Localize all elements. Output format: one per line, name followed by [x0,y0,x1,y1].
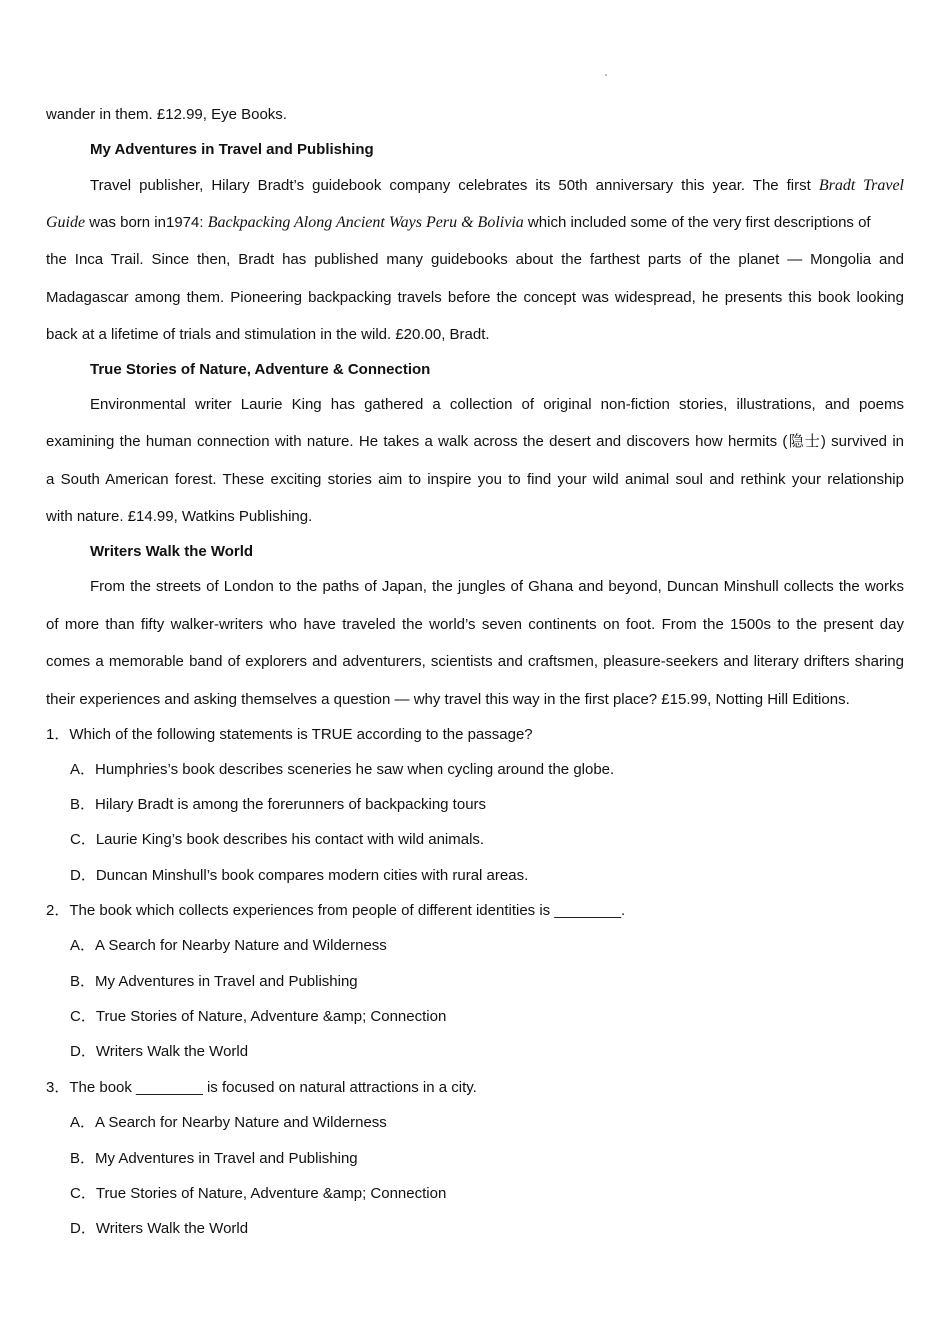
question-2-stem: 2．The book which collects experiences from people of different identities is ________. [46,902,626,919]
book2-line1 [46,176,904,196]
book3-title: True Stories of Nature, Adventure & Connection [90,361,431,378]
question-3-stem: 3．The book ________ is focused on natural attractions in a city. [46,1079,477,1096]
question-2-option-b: B．My Adventures in Travel and Publishing [70,973,358,990]
book2-line2-mid: was born in1974: [85,214,208,231]
book2-line5: back at a lifetime of trials and stimulation in the wild. £20.00, Bradt. [46,326,490,343]
question-3-option-d: D．Writers Walk the World [70,1220,249,1237]
book3-line2-a: examining the human connection with nature. He takes a walk across the desert and discovers how hermits ( [46,433,788,450]
question-1-option-a: A．Humphries’s book describes sceneries he saw when cycling around the globe. [70,761,615,778]
book3-line2 [46,432,904,452]
book2-line2 [46,213,904,233]
book2-line4: Madagascar among them. Pioneering backpacking travels before the concept was widespread, he presents this book looking [46,289,904,306]
book3-line1: Environmental writer Laurie King has gathered a collection of original non-fiction stories, illustrations, and poems [90,396,904,413]
question-2-option-d: D．Writers Walk the World [70,1043,249,1060]
book3-line2-cjk: 隐士 [787,434,821,450]
book4-line3: comes a memorable band of explorers and adventurers, scientists and craftsmen, pleasure-seekers and literary drifters sharing [46,653,904,670]
book3-line3: a South American forest. These exciting stories aim to inspire you to find your wild animal soul and rethink your relationship [46,471,904,488]
question-1-stem: 1．Which of the following statements is TRUE according to the passage? [46,726,533,743]
question-3-option-c: C．True Stories of Nature, Adventure &amp; Connection [70,1185,447,1202]
book3-line4: with nature. £14.99, Watkins Publishing. [46,508,313,525]
header-dot [605,74,607,76]
book4-line4: their experiences and asking themselves a question — why travel this way in the first place? £15.99, Notting Hill Editions. [46,691,850,708]
question-1-option-b: B．Hilary Bradt is among the forerunners of backpacking tours [70,796,487,813]
question-2-option-c: C．True Stories of Nature, Adventure &amp; Connection [70,1008,447,1025]
book2-title: My Adventures in Travel and Publishing [90,141,374,158]
book2-line2-italic-b: Backpacking Along Ancient Ways Peru & Bolivia [207,214,524,231]
book2-line2-end: which included some of the very first descriptions of [523,214,871,231]
book4-line1: From the streets of London to the paths of Japan, the jungles of Ghana and beyond, Duncan Minshull collects the works [90,578,904,595]
book2-line2-italic-a: Guide [46,214,86,231]
book3-line2-b: ) survived in [820,433,904,450]
question-1-option-c: C．Laurie King’s book describes his contact with wild animals. [70,831,485,848]
question-1-option-d: D．Duncan Minshull’s book compares modern cities with rural areas. [70,867,529,884]
intro-tail: wander in them. £12.99, Eye Books. [46,106,287,123]
question-3-option-a: A．A Search for Nearby Nature and Wilderness [70,1114,387,1131]
book4-title: Writers Walk the World [90,543,254,560]
book2-line1-text: Travel publisher, Hilary Bradt’s guidebook company celebrates its 50th anniversary this year. The first [90,177,819,194]
book2-line3: the Inca Trail. Since then, Bradt has published many guidebooks about the farthest parts of the planet — Mongolia and [46,251,904,268]
book2-line1-italic: Bradt Travel [818,177,904,194]
question-2-option-a: A．A Search for Nearby Nature and Wilderness [70,937,387,954]
question-3-option-b: B．My Adventures in Travel and Publishing [70,1150,358,1167]
book4-line2: of more than fifty walker-writers who have traveled the world’s seven continents on foot. From the 1500s to the present day [46,616,904,633]
